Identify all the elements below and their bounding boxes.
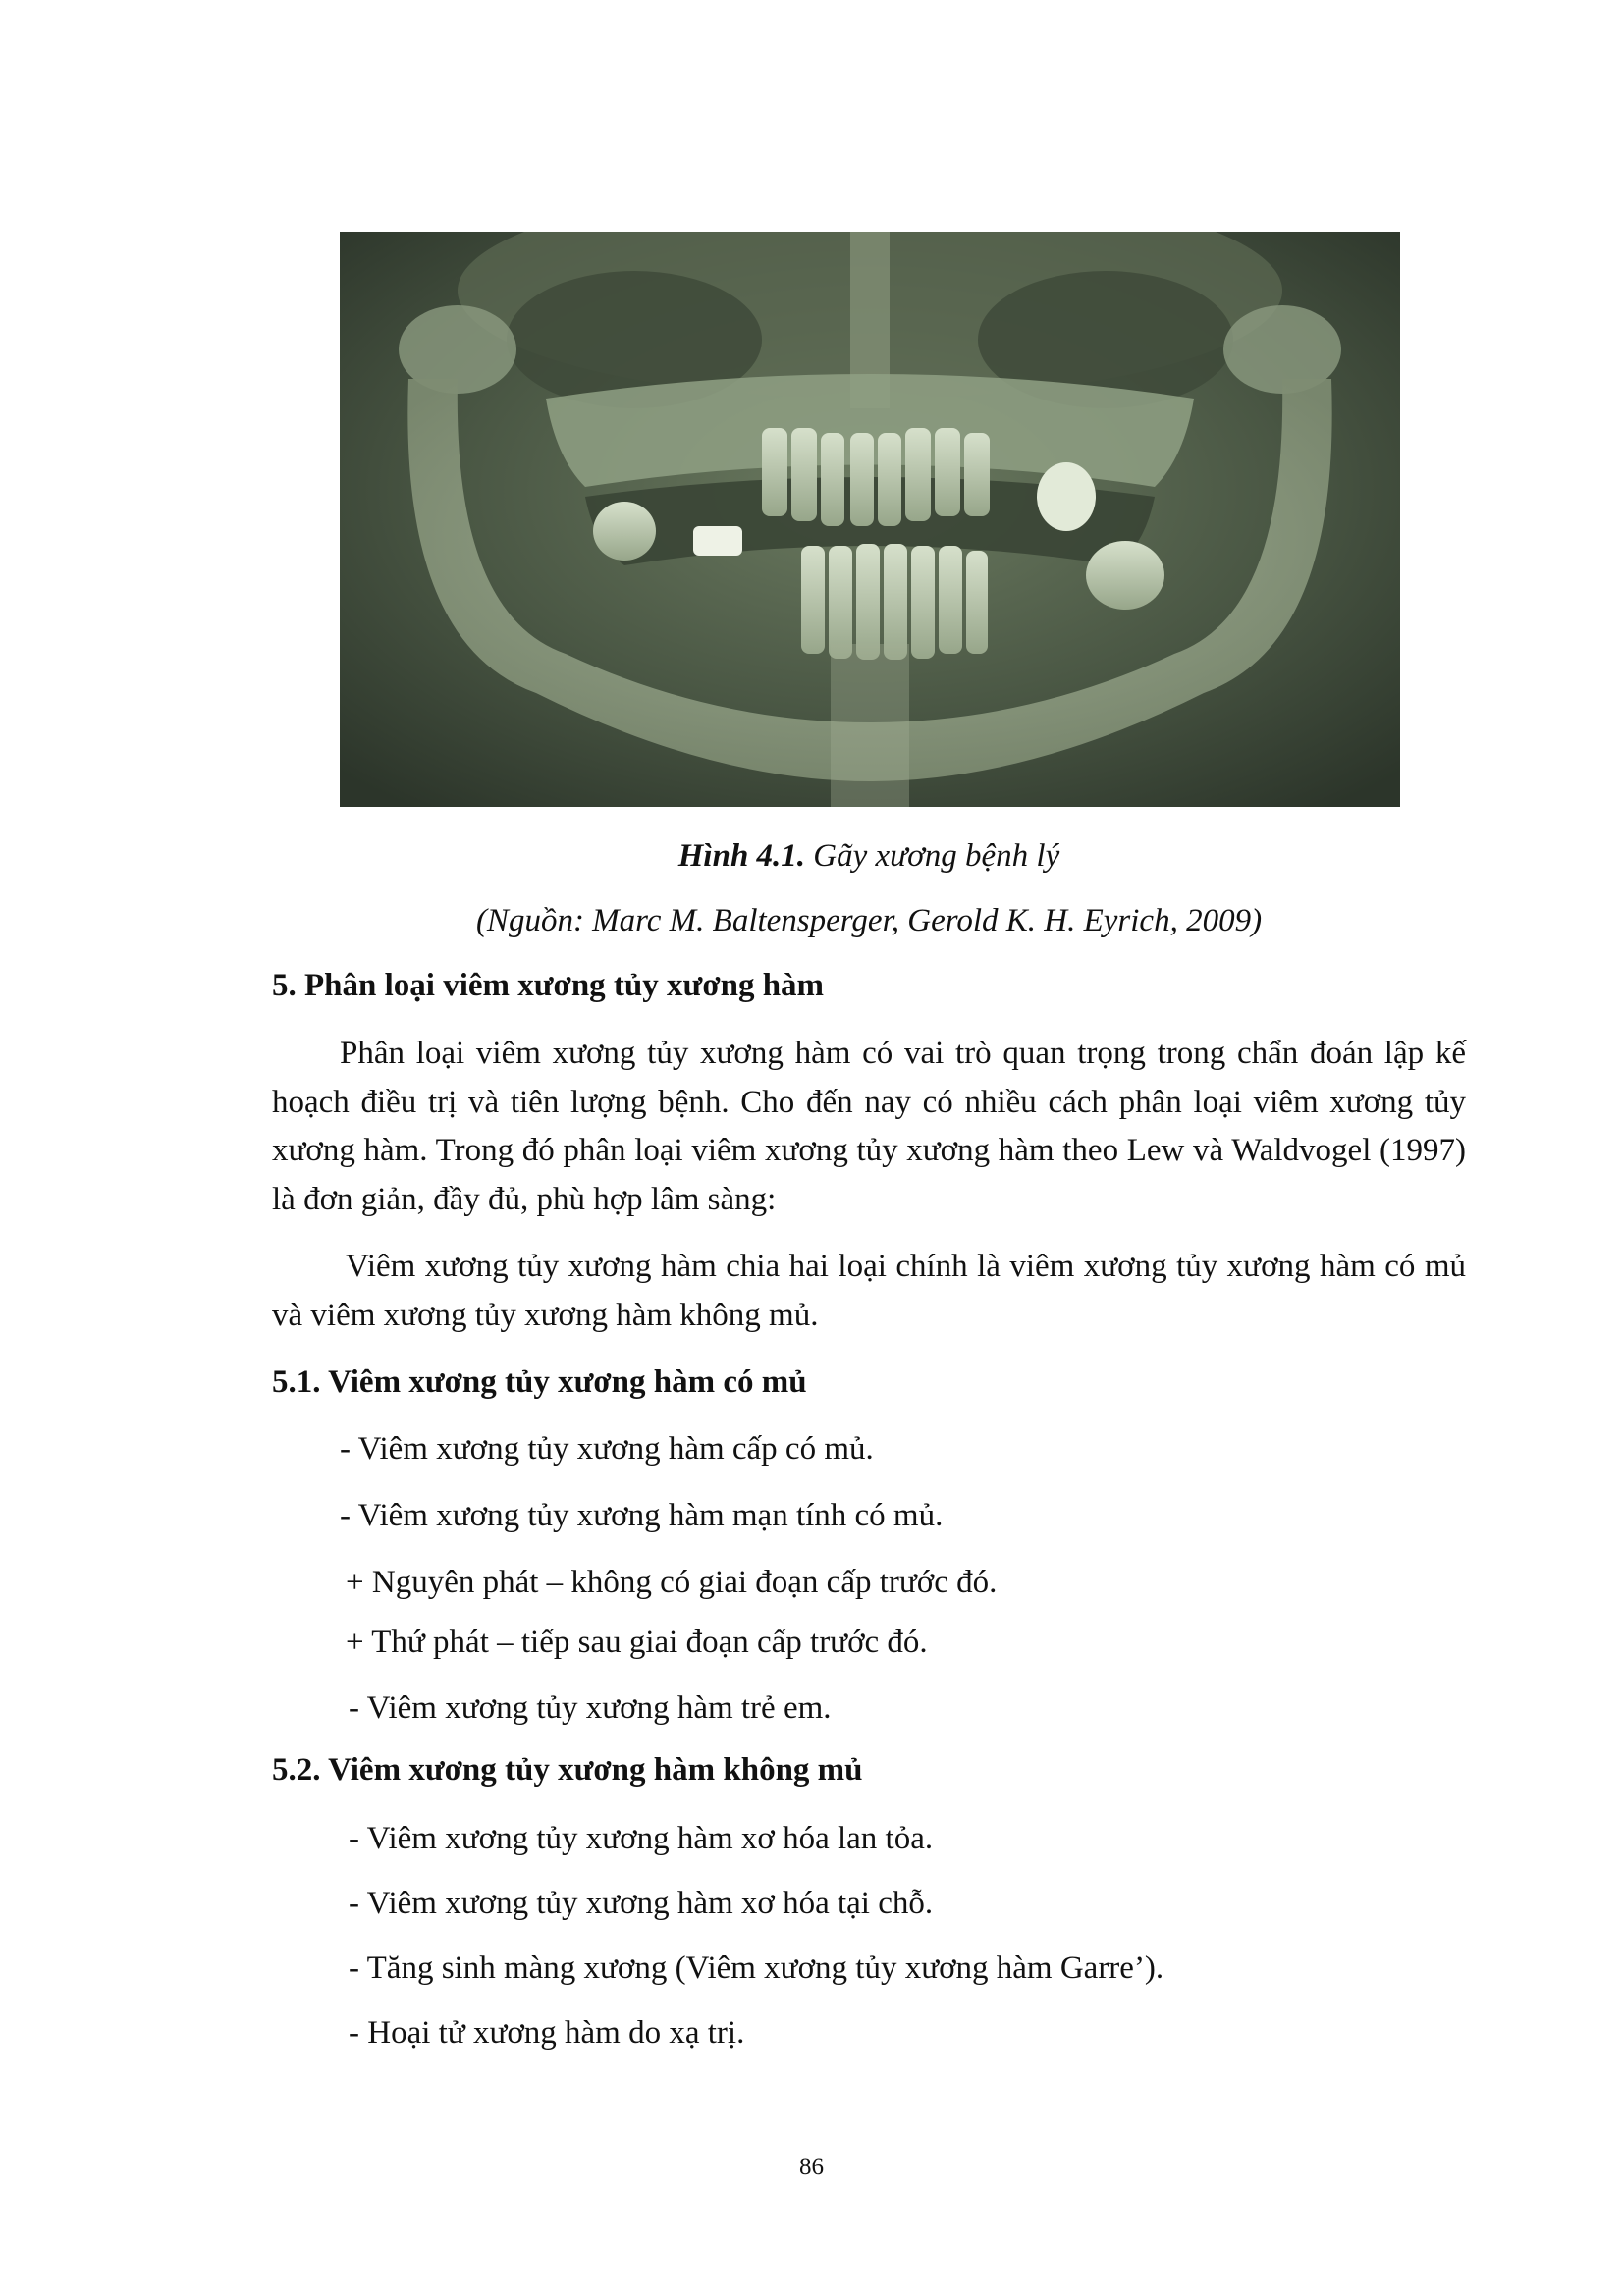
section-5-1-heading: 5.1. Viêm xương tủy xương hàm có mủ: [272, 1364, 807, 1400]
list-item: - Viêm xương tủy xương hàm trẻ em.: [349, 1690, 832, 1726]
xray-figure: [340, 232, 1400, 807]
list-item: + Nguyên phát – không có giai đoạn cấp trước đó.: [346, 1565, 998, 1600]
section-5-paragraph-2: Viêm xương tủy xương hàm chia hai loại chính là viêm xương tủy xương hàm có mủ và viêm xương tủy xương hàm không mủ.: [272, 1249, 1466, 1333]
figure-source: (Nguồn: Marc M. Baltensperger, Gerold K. H. Eyrich, 2009): [475, 903, 1263, 938]
list-item: - Viêm xương tủy xương hàm xơ hóa lan tỏa.: [349, 1821, 934, 1856]
figure-caption-label: Hình 4.1.: [677, 838, 806, 874]
section-5-2-heading: 5.2. Viêm xương tủy xương hàm không mủ: [272, 1752, 863, 1788]
list-item: + Thứ phát – tiếp sau giai đoạn cấp trước đó.: [346, 1625, 928, 1660]
section-5-paragraph-1: Phân loại viêm xương tủy xương hàm có vai trò quan trọng trong chẩn đoán lập kế hoạch điều trị và tiên lượng bệnh. Cho đến nay có nhiều cách phân loại viêm xương tủy xương hàm. Trong đó phân loại viêm xương tủy xương hàm theo Lew và Waldvogel (1997) là đơn giản, đầy đủ, phù hợp lâm sàng:: [272, 1036, 1466, 1217]
list-item: - Viêm xương tủy xương hàm mạn tính có mủ.: [340, 1498, 944, 1533]
list-item: - Viêm xương tủy xương hàm cấp có mủ.: [340, 1431, 874, 1467]
section-5-heading: 5. Phân loại viêm xương tủy xương hàm: [272, 968, 825, 1003]
page-number: 86: [799, 2154, 824, 2180]
list-item: - Viêm xương tủy xương hàm xơ hóa tại chỗ.: [349, 1886, 934, 1921]
figure-caption-text: Gãy xương bệnh lý: [805, 838, 1060, 874]
figure-caption: [275, 836, 1463, 876]
list-item: - Hoại tử xương hàm do xạ trị.: [349, 2015, 745, 2051]
xray-image: [340, 232, 1400, 807]
list-item: - Tăng sinh màng xương (Viêm xương tủy xương hàm Garre’).: [349, 1950, 1164, 1986]
